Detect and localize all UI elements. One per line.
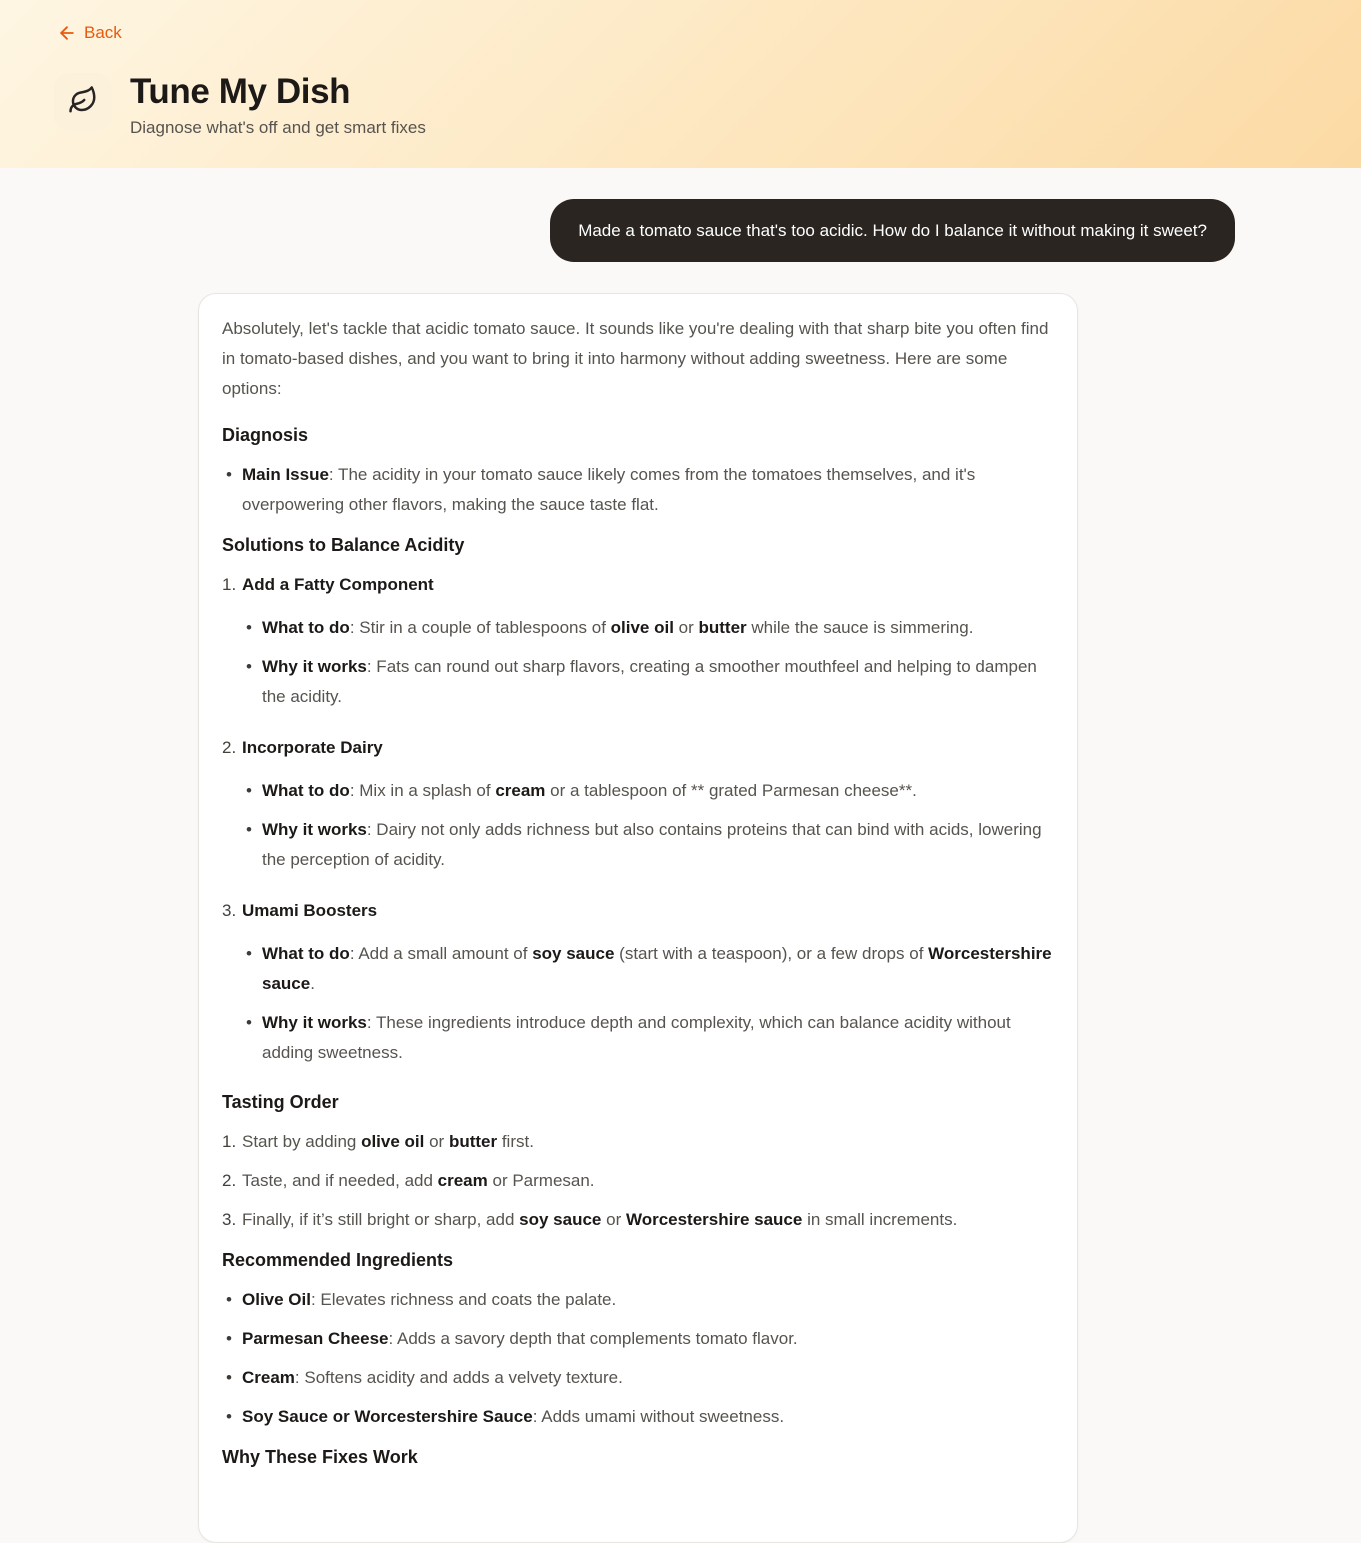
section-heading: Diagnosis	[222, 425, 309, 445]
sub-bullet-item: • What to do: Add a small amount of soy sauce (start with a teaspoon), or a few drops of Worcestershire sauce.	[246, 939, 1054, 999]
assistant-response-card	[198, 293, 1078, 1543]
number-marker: 2.	[222, 738, 237, 757]
bullet-item: • Cream: Softens acidity and adds a velvety texture.	[222, 1363, 1054, 1393]
sub-bullet-list	[246, 939, 1054, 1068]
bullet-marker: •	[246, 657, 252, 676]
bold-text: cream	[437, 1171, 488, 1190]
bullet-marker: •	[226, 465, 232, 484]
bold-text: butter	[448, 1132, 498, 1151]
bold-text: Worcestershire sauce	[625, 1210, 803, 1229]
bullet-marker: •	[246, 944, 252, 963]
numbered-item: 3. Finally, if it’s still bright or sharp, add soy sauce or Worcestershire sauce in small increments.	[222, 1205, 1054, 1235]
number-marker: 2.	[222, 1171, 237, 1190]
bullet-list	[222, 1285, 1054, 1432]
bold-text: soy sauce	[519, 1210, 602, 1229]
bullet-marker: •	[226, 1368, 232, 1387]
bold-text: olive oil	[610, 618, 674, 637]
bold-text: olive oil	[361, 1132, 425, 1151]
section-heading: Solutions to Balance Acidity	[222, 535, 465, 555]
bullet-marker: •	[226, 1329, 232, 1348]
sub-bullet-list	[246, 776, 1054, 875]
user-message-text: Made a tomato sauce that's too acidic. How do I balance it without making it sweet?	[578, 221, 1207, 240]
bullet-marker: •	[226, 1290, 232, 1309]
bold-text: What to do	[262, 781, 350, 800]
bold-text: Why it works	[262, 820, 367, 839]
sub-bullet-item: • Why it works: These ingredients introduce depth and complexity, which can balance acidity without adding sweetness.	[246, 1008, 1054, 1068]
bold-text: Umami Boosters	[242, 901, 378, 920]
sub-bullet-item: • Why it works: Fats can round out sharp flavors, creating a smoother mouthfeel and helping to dampen the acidity.	[246, 652, 1054, 712]
bold-text: Soy Sauce or Worcestershire Sauce	[242, 1407, 533, 1426]
numbered-item: 1. Start by adding olive oil or butter first.	[222, 1127, 1054, 1157]
bullet-marker: •	[246, 618, 252, 637]
response-paragraph: Absolutely, let's tackle that acidic tomato sauce. It sounds like you're dealing with that sharp bite you often find in tomato-based dishes, and you want to bring it into harmony without adding sweetness. Here are some options:	[222, 319, 1049, 398]
section-heading: Why These Fixes Work	[222, 1447, 418, 1467]
bold-text: What to do	[262, 944, 350, 963]
bold-text: butter	[698, 618, 747, 637]
number-marker: 3.	[222, 1210, 237, 1229]
back-button[interactable]	[57, 23, 122, 43]
bold-text: soy sauce	[532, 944, 615, 963]
brand-row	[54, 73, 426, 140]
bullet-list	[222, 460, 1054, 520]
bold-text: cream	[495, 781, 546, 800]
app-header	[0, 0, 1361, 168]
bullet-marker: •	[226, 1407, 232, 1426]
bullet-item: • Soy Sauce or Worcestershire Sauce: Adds umami without sweetness.	[222, 1402, 1054, 1432]
leaf-icon	[68, 85, 98, 120]
bullet-item: • Main Issue: The acidity in your tomato sauce likely comes from the tomatoes themselves, and it's overpowering other flavors, making the sauce taste flat.	[222, 460, 1054, 520]
number-marker: 1.	[222, 575, 237, 594]
numbered-item	[222, 570, 1054, 721]
number-marker: 1.	[222, 1132, 237, 1151]
bold-text: Main Issue	[242, 465, 329, 484]
page-subtitle: Diagnose what's off and get smart fixes	[130, 118, 426, 137]
back-label: Back	[84, 23, 122, 42]
sub-bullet-list	[246, 613, 1054, 712]
section-heading: Recommended Ingredients	[222, 1250, 454, 1270]
page-title: Tune My Dish	[130, 72, 351, 111]
bold-text: Why it works	[262, 1013, 367, 1032]
numbered-item: 2. Taste, and if needed, add cream or Parmesan.	[222, 1166, 1054, 1196]
bold-text: Incorporate Dairy	[242, 738, 383, 757]
bold-text: Olive Oil	[242, 1290, 311, 1309]
bullet-marker: •	[246, 1013, 252, 1032]
user-message-bubble	[550, 199, 1235, 262]
app-logo	[54, 73, 112, 131]
numbered-item	[222, 733, 1054, 884]
numbered-list	[222, 570, 1054, 1077]
bold-text: Add a Fatty Component	[242, 575, 434, 594]
section-heading: Tasting Order	[222, 1092, 339, 1112]
bold-text: Cream	[242, 1368, 295, 1387]
bold-text: Parmesan Cheese	[242, 1329, 389, 1348]
bold-text: Worcestershire sauce	[262, 944, 1052, 993]
bullet-item: • Parmesan Cheese: Adds a savory depth that complements tomato flavor.	[222, 1324, 1054, 1354]
arrow-left-icon	[57, 23, 77, 43]
bold-text: What to do	[262, 618, 350, 637]
number-marker: 3.	[222, 901, 237, 920]
bullet-marker: •	[246, 820, 252, 839]
numbered-list	[222, 1127, 1054, 1235]
bullet-marker: •	[246, 781, 252, 800]
sub-bullet-item: • Why it works: Dairy not only adds richness but also contains proteins that can bind with acids, lowering the perception of acidity.	[246, 815, 1054, 875]
bold-text: Why it works	[262, 657, 367, 676]
numbered-item	[222, 896, 1054, 1077]
sub-bullet-item: • What to do: Stir in a couple of tablespoons of olive oil or butter while the sauce is simmering.	[246, 613, 1054, 643]
bullet-item: • Olive Oil: Elevates richness and coats the palate.	[222, 1285, 1054, 1315]
sub-bullet-item: • What to do: Mix in a splash of cream or a tablespoon of ** grated Parmesan cheese**.	[246, 776, 1054, 806]
